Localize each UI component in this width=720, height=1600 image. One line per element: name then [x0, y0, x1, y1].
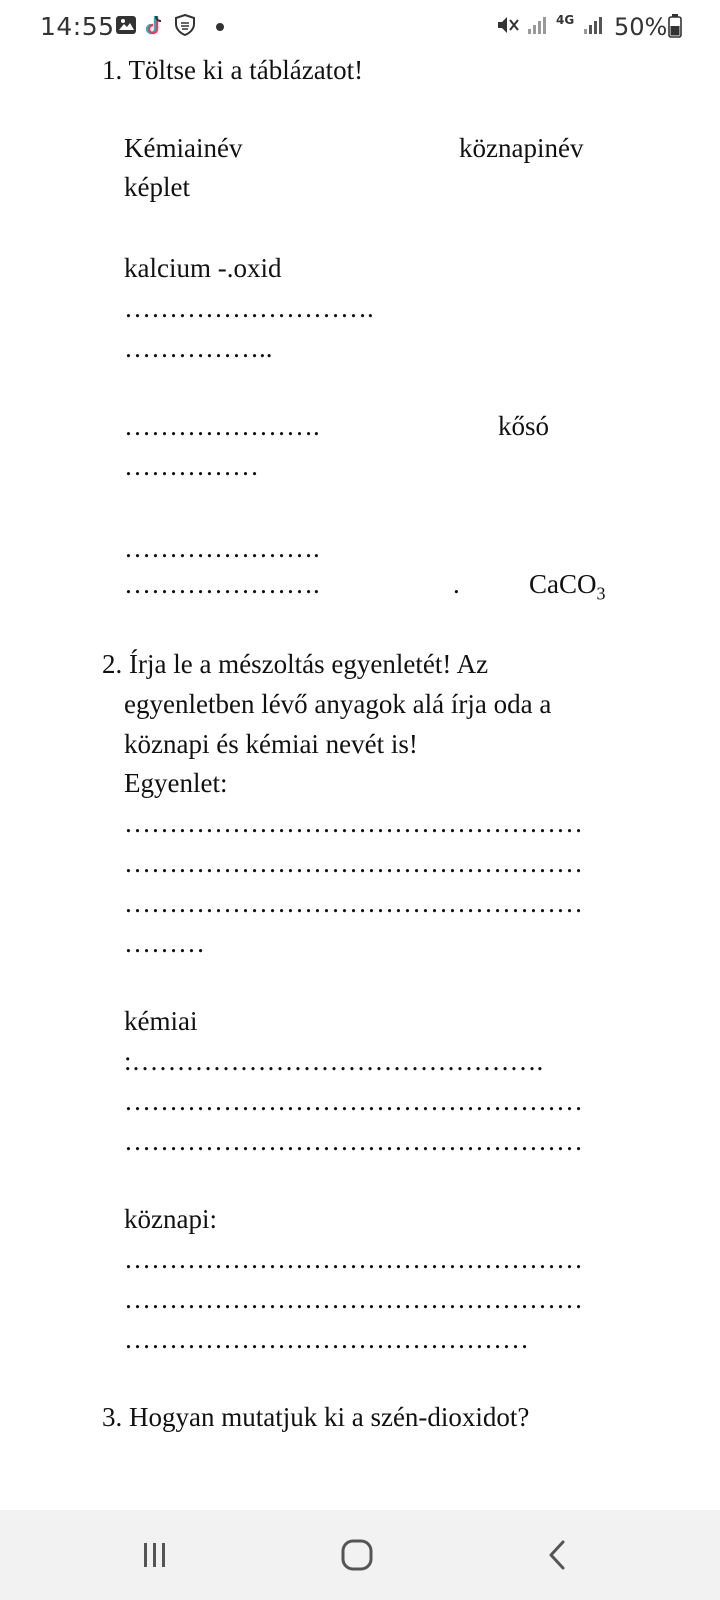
row1-common-blank: ………………………. — [124, 293, 374, 323]
common-names-blank-line: ……………………………………… — [124, 1324, 529, 1354]
question-2-line-3: köznapi és kémiai nevét is! — [124, 729, 418, 759]
row3-dot: . — [453, 569, 460, 599]
recent-apps-icon — [139, 1540, 171, 1570]
back-button[interactable] — [528, 1528, 588, 1582]
chemical-names-blank-line: :………………………………………. — [124, 1046, 544, 1076]
row2-formula-blank: …………… — [124, 451, 259, 481]
home-icon — [339, 1538, 375, 1572]
back-icon — [543, 1538, 573, 1572]
row2-chemical-blank: …………………. — [124, 411, 320, 441]
status-bar — [0, 0, 720, 52]
tiktok-icon — [144, 14, 166, 36]
row3-chemical-blank: …………………. — [124, 533, 320, 563]
row3-common-blank: …………………. — [124, 569, 320, 599]
question-3: 3. Hogyan mutatjuk ki a szén-dioxidot? — [102, 1402, 530, 1432]
status-time: 14:55 — [40, 12, 115, 41]
equation-blank-line: ……… — [124, 928, 205, 958]
formula-subscript: 3 — [596, 583, 606, 604]
equation-blank-line: …………………………………………… — [124, 808, 583, 838]
battery-percent: 50% — [614, 13, 668, 41]
common-names-blank-line: …………………………………………… — [124, 1244, 583, 1274]
common-names-blank-line: …………………………………………… — [124, 1284, 583, 1314]
chemical-names-blank-line: …………………………………………… — [124, 1126, 583, 1156]
gallery-icon — [115, 14, 137, 36]
table-header-formula: képlet — [124, 172, 190, 202]
row1-formula-blank: …………….. — [124, 333, 273, 363]
navigation-bar — [0, 1510, 720, 1600]
equation-blank-line: …………………………………………… — [124, 848, 583, 878]
common-names-label: köznapi: — [124, 1204, 217, 1234]
question-1-title: 1. Töltse ki a táblázatot! — [102, 55, 364, 85]
chemical-names-blank-line: …………………………………………… — [124, 1086, 583, 1116]
shield-app-icon — [174, 14, 196, 36]
row3-formula — [529, 569, 606, 604]
mute-icon — [496, 14, 518, 36]
signal-icon — [526, 14, 548, 36]
recent-apps-button[interactable] — [125, 1528, 185, 1582]
question-2-line-2: egyenletben lévő anyagok alá írja oda a — [124, 689, 552, 719]
table-header-common-name: köznapinév — [459, 133, 584, 163]
notification-dot-icon — [216, 23, 224, 31]
equation-blank-line: …………………………………………… — [124, 888, 583, 918]
network-type: 4G — [556, 13, 575, 27]
table-header-chemical-name: Kémiainév — [124, 133, 243, 163]
chemical-names-label: kémiai — [124, 1006, 198, 1036]
equation-label: Egyenlet: — [124, 768, 228, 798]
formula-main: CaCO — [529, 569, 597, 599]
row2-common-name: kősó — [498, 411, 550, 441]
home-button[interactable] — [327, 1528, 387, 1582]
battery-icon — [668, 14, 682, 36]
row1-chemical-name: kalcium -.oxid — [124, 253, 282, 283]
signal-icon — [582, 14, 604, 36]
question-2-line-1: 2. Írja le a mészoltás egyenletét! Az — [102, 649, 489, 679]
